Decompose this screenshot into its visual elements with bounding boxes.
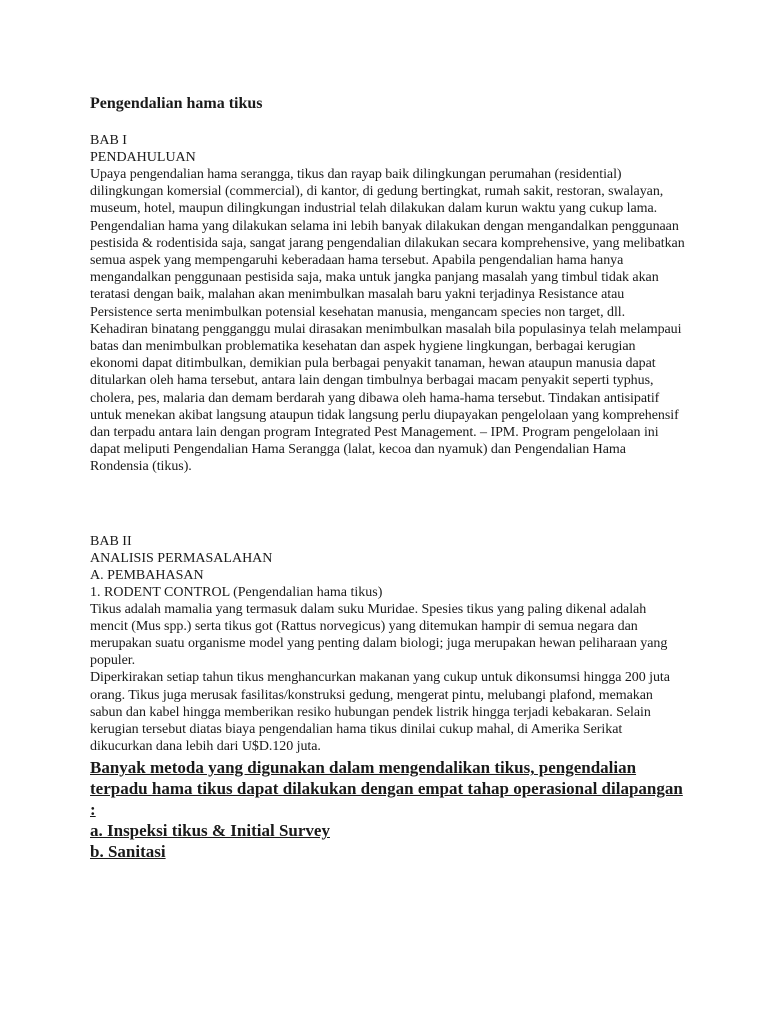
list-item-heading: 1. RODENT CONTROL (Pengendalian hama tikus) [90, 584, 383, 600]
emphasis-paragraph: Banyak metoda yang digunakan dalam mengendalikan tikus, pengendalian terpadu hama tikus dapat dilakukan dengan empat tahap operasional dilapangan : [90, 758, 683, 820]
chapter-label: BAB II [90, 533, 132, 549]
chapter-heading: ANALISIS PERMASALAHAN [90, 550, 273, 566]
paragraph: Pengendalian hama yang dilakukan selama ini lebih banyak dilakukan dengan mengandalkan penggunaan pestisida & rodentisida saja, sangat jarang pengendalian dilakukan secara komprehensive, yang melibatkan semua aspek yang mempengaruhi keberadaan hama tersebut. Apabila pengendalian hama hanya mengandalkan penggunaan pestisida saja, maka untuk jangka panjang masalah yang timbul tidak akan teratasi dengan baik, malahan akan menimbulkan masalah baru yakni terjadinya Resistance atau Persistence serta menimbulkan potensial kesehatan manusia, mengancam species non target, dll. [90, 218, 685, 320]
section-spacer [90, 476, 685, 533]
paragraph: Upaya pengendalian hama serangga, tikus dan rayap baik dilingkungan perumahan (residential) dilingkungan komersial (commercial), di kantor, di gedung bertingkat, rumah sakit, restoran, swalayan, museum, hotel, maupun dilingkungan industrial telah dilakukan dalam kurun waktu yang cukup lama. [90, 167, 664, 217]
emphasis-list-item: b. Sanitasi [90, 842, 166, 862]
emphasis-list-item: a. Inspeksi tikus & Initial Survey [90, 821, 330, 841]
paragraph: Tikus adalah mamalia yang termasuk dalam suku Muridae. Spesies tikus yang paling dikenal adalah mencit (Mus spp.) serta tikus got (Rattus norvegicus) yang ditemukan hampir di semua negara dan merupakan suatu organisme model yang penting dalam biologi; juga merupakan hewan peliharaan yang populer. [90, 601, 668, 669]
chapter-label: BAB I [90, 133, 127, 148]
chapter-heading: PENDAHULUAN [90, 150, 196, 165]
paragraph: Diperkirakan setiap tahun tikus menghancurkan makanan yang cukup untuk dikonsumsi hingga 200 juta orang. Tikus juga merusak fasilitas/konstruksi gedung, mengerat pintu, melubangi plafond, memakan sabun dan kabel hingga memberikan resiko hubungan pendek listrik hingga terjadi kebakaran. Selain kerugian tersebut diatas biaya pengendalian hama tikus dinilai cukup mahal, di Amerika Serikat dikucurkan dana lebih dari U$D.120 juta. [90, 670, 670, 755]
document-page [90, 94, 685, 862]
paragraph: Kehadiran binatang pengganggu mulai dirasakan menimbulkan masalah bila populasinya telah melampaui batas dan menimbulkan problematika kesehatan dan aspek hygiene lingkungan, berbagai kerugian ekonomi dapat ditimbulkan, demikian pula berbagai penyakit tanaman, hewan ataupun manusia dapat ditularkan oleh hama tersebut, antara lain dengan timbulnya berbagai macam penyakit seperti typhus, cholera, pes, malaria dan demam berdarah yang dibawa oleh hama-hama tersebut. Tindakan antisipatif untuk menekan akibat langsung ataupun tidak langsung perlu diupayakan pengelolaan yang komprehensif dan terpadu antara lain dengan program Integrated Pest Management. – IPM. Program pengelolaan ini dapat meliputi Pengendalian Hama Serangga (lalat, kecoa dan nyamuk) dan Pengendalian Hama Rondensia (tikus). [90, 321, 682, 475]
subsection-heading: A. PEMBAHASAN [90, 567, 204, 583]
document-title: Pengendalian hama tikus [90, 95, 263, 112]
